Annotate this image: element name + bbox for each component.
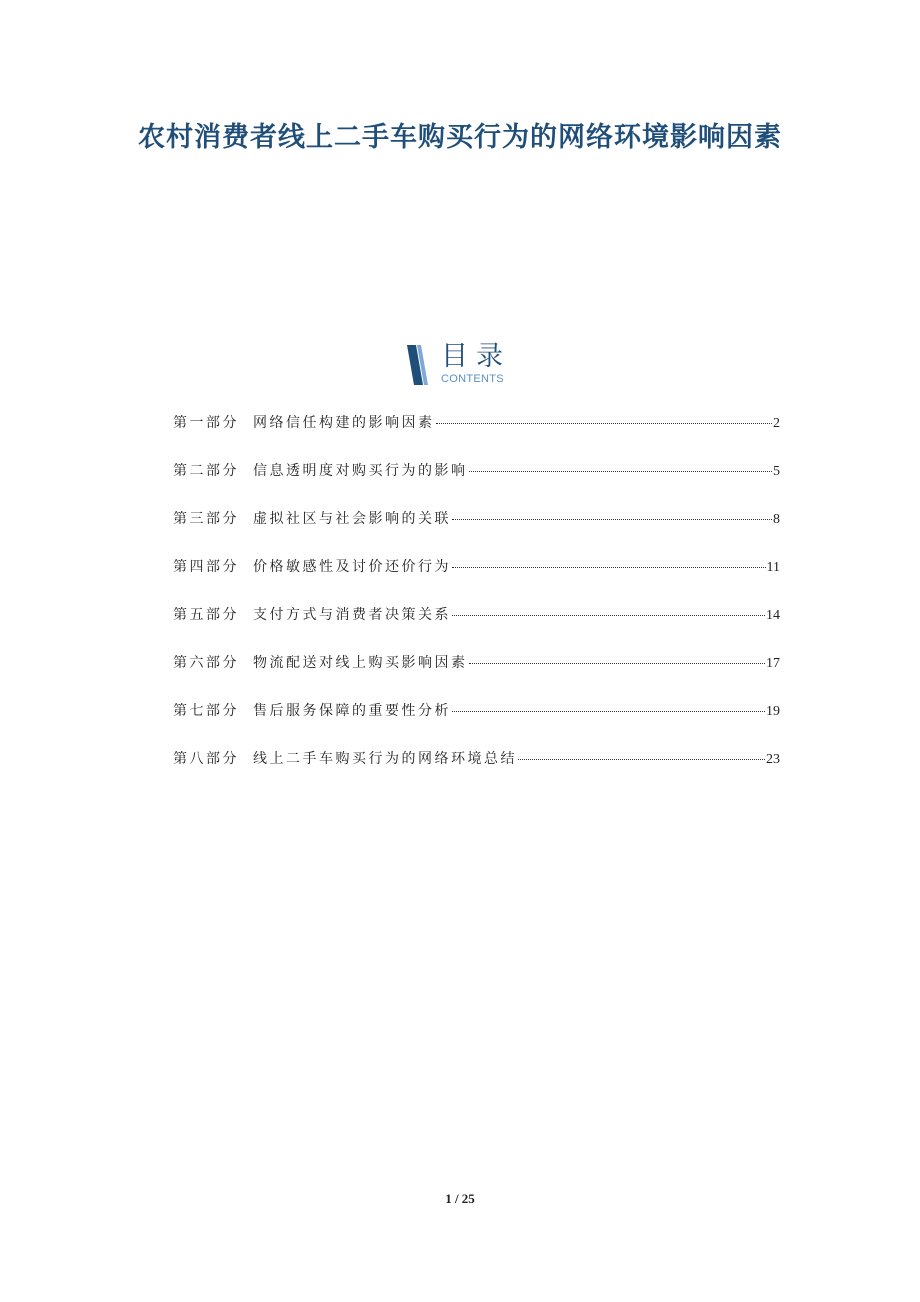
toc-entry-title: 线上二手车购买行为的网络环境总结 — [253, 751, 517, 767]
toc-entry[interactable] — [173, 604, 780, 652]
toc-dot-leader — [518, 759, 765, 760]
toc-entry-part: 第四部分 — [173, 559, 239, 575]
toc-dot-leader — [436, 423, 773, 424]
toc-entry-title: 网络信任构建的影响因素 — [253, 415, 435, 431]
toc-entry-page: 14 — [766, 608, 780, 623]
toc-entry-part: 第六部分 — [173, 655, 239, 671]
toc-entry-page: 5 — [773, 464, 780, 479]
document-title: 农村消费者线上二手车购买行为的网络环境影响因素 — [138, 122, 782, 153]
toc-entry-page: 17 — [766, 656, 780, 671]
toc-header — [405, 343, 525, 393]
toc-entry[interactable] — [173, 748, 780, 796]
toc-dot-leader — [452, 567, 766, 568]
toc-entry-part: 第七部分 — [173, 703, 239, 719]
toc-dot-leader — [452, 519, 772, 520]
toc-entry-page: 8 — [773, 512, 780, 527]
toc-entry-title: 信息透明度对购买行为的影响 — [253, 463, 468, 479]
toc-entry-part: 第三部分 — [173, 511, 239, 527]
toc-dot-leader — [452, 615, 765, 616]
page-number: 1 / 25 — [445, 1191, 475, 1206]
toc-entry[interactable] — [173, 700, 780, 748]
toc-entry-page: 2 — [773, 416, 780, 431]
toc-entry-page: 19 — [766, 704, 780, 719]
toc-mark-icon — [405, 343, 435, 387]
toc-entry[interactable] — [173, 556, 780, 604]
toc-list — [173, 412, 780, 796]
toc-entry-page: 23 — [766, 752, 780, 767]
toc-heading: 目录 — [441, 341, 511, 372]
toc-dot-leader — [452, 711, 765, 712]
toc-entry-title: 支付方式与消费者决策关系 — [253, 607, 451, 623]
toc-entry-title: 价格敏感性及讨价还价行为 — [253, 559, 451, 575]
toc-entry-title: 物流配送对线上购买影响因素 — [253, 655, 468, 671]
toc-entry[interactable] — [173, 652, 780, 700]
toc-entry[interactable] — [173, 460, 780, 508]
toc-dot-leader — [469, 663, 766, 664]
toc-entry[interactable] — [173, 412, 780, 460]
toc-entry-part: 第八部分 — [173, 751, 239, 767]
toc-subheading: CONTENTS — [441, 373, 504, 385]
toc-dot-leader — [469, 471, 773, 472]
toc-entry-title: 虚拟社区与社会影响的关联 — [253, 511, 451, 527]
toc-entry-part: 第五部分 — [173, 607, 239, 623]
toc-entry-part: 第一部分 — [173, 415, 239, 431]
toc-entry-title: 售后服务保障的重要性分析 — [253, 703, 451, 719]
toc-entry-page: 11 — [766, 560, 780, 575]
toc-entry[interactable] — [173, 508, 780, 556]
toc-entry-part: 第二部分 — [173, 463, 239, 479]
